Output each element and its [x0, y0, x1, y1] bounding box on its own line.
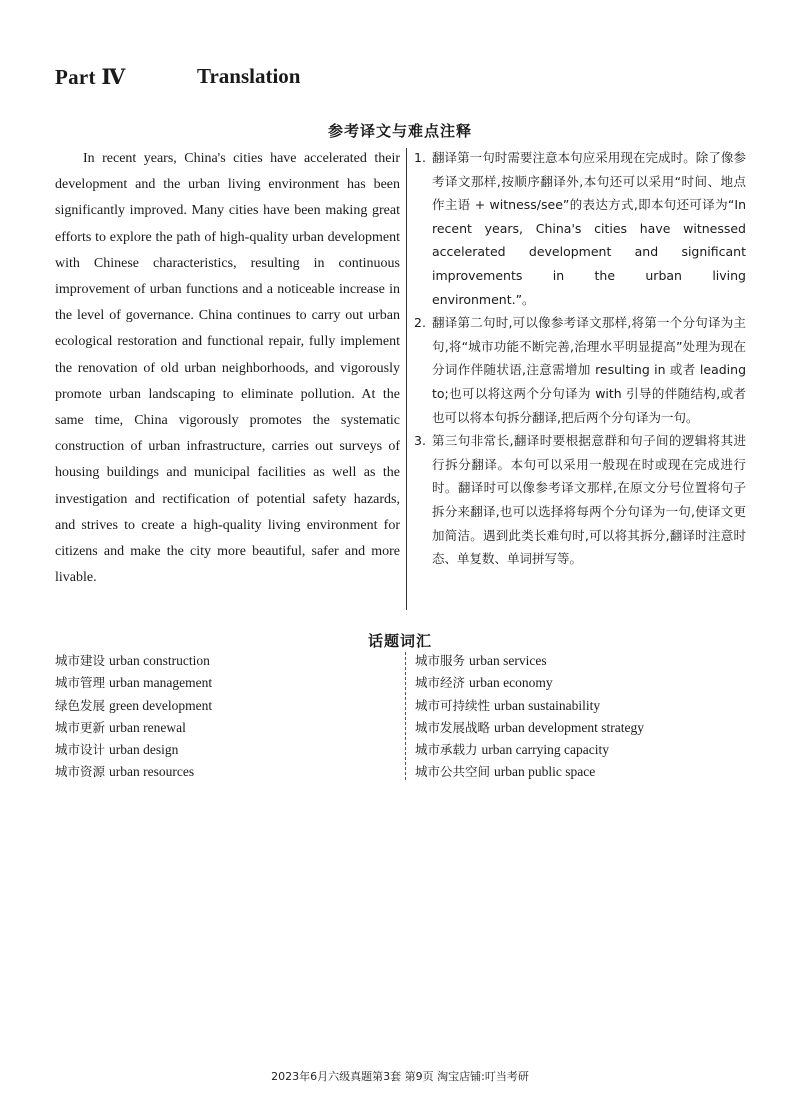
vocab-chinese: 城市承载力: [415, 742, 478, 758]
vocab-english: urban development strategy: [494, 719, 644, 735]
vocab-chinese: 城市更新: [55, 719, 106, 735]
vocab-english: green development: [109, 697, 213, 713]
reference-section-heading: 参考译文与难点注释: [327, 122, 472, 140]
vocab-item: [415, 739, 745, 761]
vocab-chinese: 城市服务: [415, 653, 466, 668]
note-number: 3.: [414, 433, 426, 449]
part-title: Translation: [197, 64, 301, 88]
vocabulary-list-right: [415, 650, 745, 784]
vocab-english: urban resources: [109, 764, 195, 780]
vocab-english: urban construction: [109, 653, 210, 668]
vocab-chinese: 城市资源: [55, 764, 106, 780]
vocab-english: urban economy: [469, 675, 553, 691]
vocab-item: [415, 672, 745, 694]
vocab-item: [55, 761, 385, 783]
vocab-english: urban design: [109, 742, 179, 758]
notes-list: [414, 146, 746, 571]
vocab-english: urban public space: [494, 764, 596, 780]
vocab-item: [415, 761, 745, 783]
vocab-item: [415, 695, 745, 717]
vocab-item: [55, 672, 385, 694]
vocabulary-heading: 话题词汇: [367, 632, 432, 650]
vocabulary-list-left: [55, 650, 385, 784]
vocab-chinese: 绿色发展: [55, 697, 106, 713]
vocab-item: [55, 717, 385, 739]
part-header: [55, 64, 455, 98]
vocab-english: urban services: [469, 653, 547, 668]
column-divider: [406, 148, 407, 610]
vocab-english: urban sustainability: [494, 697, 601, 713]
vocab-english: urban renewal: [109, 719, 186, 735]
vocab-item: [415, 650, 745, 672]
note-item: [414, 311, 746, 429]
vocab-chinese: 城市建设: [55, 653, 106, 668]
note-item: [414, 429, 746, 571]
part-label: Part Ⅳ: [55, 65, 126, 89]
vocab-chinese: 城市发展战略: [415, 719, 491, 735]
vocab-item: [55, 739, 385, 761]
note-text: 翻译第二句时,可以像参考译文那样,将第一个分句译为主句,将“城市功能不断完善,治理水平明显提高”处理为现在分词作伴随状语,注意需增加 resulting in 或者 leading to;也可以将这两个分句译为 with 引导的伴随结构,或者也可以将本句拆分翻译,把后两个分句译为一句。: [432, 315, 746, 425]
note-item: [414, 146, 746, 311]
vocab-chinese: 城市经济: [415, 675, 466, 691]
vocab-item: [55, 650, 385, 672]
note-text: 第三句非常长,翻译时要根据意群和句子间的逻辑将其进行拆分翻译。本句可以采用一般现在时或现在完成进行时。翻译时可以像参考译文那样,在原文分号位置将句子拆分来翻译,也可以选择将每两个分句译为一句,使译文更加简洁。遇到此类长难句时,可以将其拆分,翻译时注意时态、单复数、单词拼写等。: [432, 433, 746, 567]
note-text: 翻译第一句时需要注意本句应采用现在完成时。除了像参考译文那样,按顺序翻译外,本句还可以采用“时间、地点作主语 + witness/see”的表达方式,即本句还可译为“In recent years, China's cities have witnessed accelerated development and significant improvements in the urban living environment.”。: [432, 150, 746, 307]
reference-translation: In recent years, China's cities have accelerated their development and the urban living environment has been significantly improved. Many cities have been making great efforts to explore the path of high-quality urban development with Chinese characteristics, resulting in continuous improvement of urban functions and a noticeable increase in the level of governance. China continues to carry out urban ecological restoration and functional repair, fully implement the renovation of old urban neighborhoods, and vigorously promote urban landscaping to eliminate pollution. At the same time, China vigorously promotes the systematic construction of urban infrastructure, carries out surveys of housing buildings and municipal facilities as well as the investigation and rectification of potential safety hazards, and strives to create a high-quality living environment for citizens and make the city more beautiful, safer and more livable.: [55, 151, 400, 586]
vocabulary-divider: [405, 652, 406, 780]
note-number: 1.: [414, 150, 426, 165]
vocab-chinese: 城市公共空间: [415, 764, 491, 780]
vocab-chinese: 城市管理: [55, 675, 106, 691]
vocab-english: urban management: [109, 675, 213, 691]
vocab-item: [415, 717, 745, 739]
vocab-chinese: 城市设计: [55, 742, 106, 758]
note-number: 2.: [414, 315, 426, 331]
vocab-item: [55, 695, 385, 717]
vocab-chinese: 城市可持续性: [415, 697, 491, 713]
page-footer: 2023年6月六级真题第3套 第9页 淘宝店铺:叮当考研: [271, 1070, 529, 1083]
vocab-english: urban carrying capacity: [481, 742, 609, 758]
